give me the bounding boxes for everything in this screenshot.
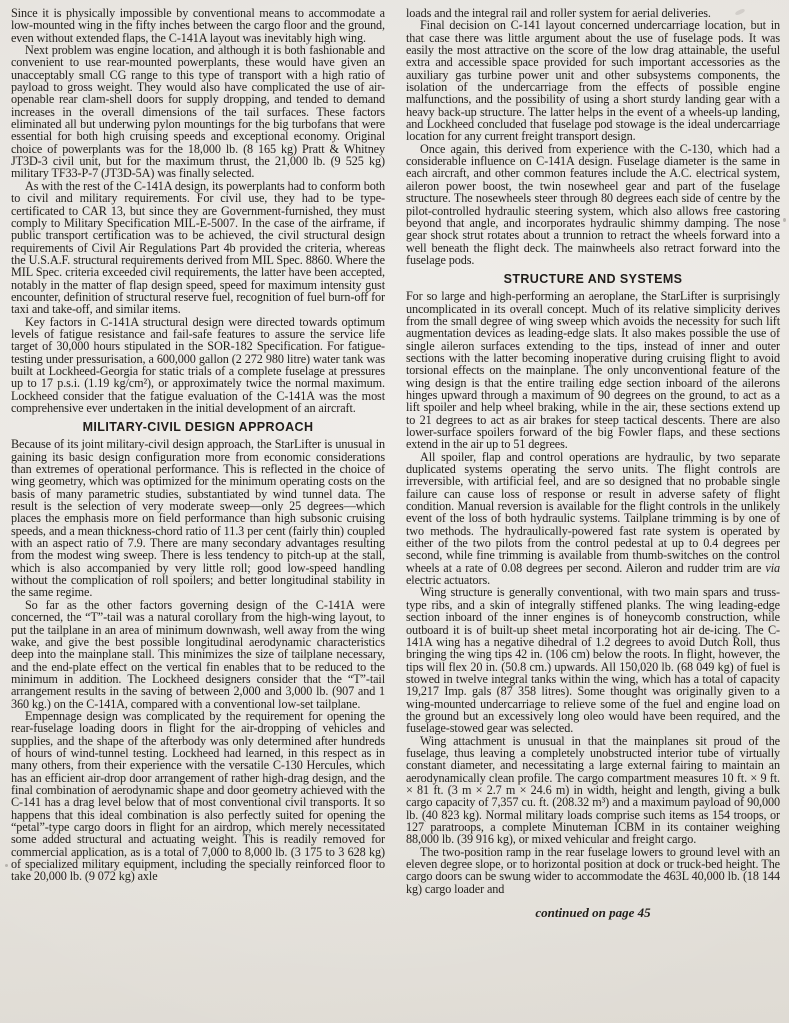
article-paragraph: Key factors in C-141A structural design were directed towards optimum levels of fatigue resistance and fail-safe features to assure the service life target of 30,000 hours stipulated in the SOR-182 Specification. For fatigue-testing under pressurisation, a 600,000 gallon (2 272 980 litre) water tank was built at Lockheed-Georgia for static trials of a complete fuselage at pressures up to 17 p.s.i. (1.19 kg/cm²), or approximately twice the normal maximum. Lockheed consider that the fatigue evaluation of the C-141A was the most comprehensive ever undertaken in the initial development of an aircraft. <box>11 314 385 415</box>
article-paragraph: So far as the other factors governing design of the C-141A were concerned, the “T”-tail was a natural corollary from the high-wing layout, to put the tailplane in an area of minimum downwash, well away from the wing wake, and give the best possible longitudinal aerodynamic characteristics deep into the mainplane stall. This minimizes the size of tailplane necessary, and the end-plate effect on the vertical fin enables that to be reduced to the minimum in addition. The Lockheed designers consider that the “T”-tail arrangement results in the saving of between 2,000 and 3,000 lb. (907 and 1 360 kg.) on the C-141A, compared with a conventional low-set tailplane. <box>11 597 385 711</box>
article-paragraph: For so large and high-performing an aeroplane, the StarLifter is surprisingly uncomplicated in its overall concept. Much of its relative simplicity derives from the small degree of wing sweep which avoids the necessity for such lift augmentation devices as leading-edge slats. It also makes possible the use of single aileron surfaces extending to the tips, instead of inner and outer sections with the latter becoming inoperative during cruising flight to avoid torsional effects on the mainplane. The only unconventional feature of the wing design is that the entire trailing edge section inboard of the ailerons hinges upward through a maximum of 90 degrees on the ground, to act as a lift spoiler and help wheel braking, while in the air, these sections extend up to 21 degrees to act as air brakes for steep tactical descents. There are also lower-surface spoilers forward of the big Fowler flaps, and these sections extend in the air up to 51 degrees. <box>406 289 780 452</box>
article-paragraph: As with the rest of the C-141A design, its powerplants had to conform both to civil and military requirements. For civil use, they had to be type-certificated to CAR 13, but since they are Government-furnished, they must comply to Military Specification MIL-E-5007. In the case of the airframe, if public transport certification was to be achieved, the civil structural design requirements of Civil Air Regulations Part 4b provided the criteria, whereas the U.S.A.F. structural requirements derived from MIL Spec. 8860. Where the MIL Spec. criteria exceeded civil requirements, the latter have been accepted, notably in the matter of flap design speed, speed for maximum intensity gust encounter, definition of structural reserve fuel, recognition of fuel burn-off for taxi and take-off, and similar items. <box>11 178 385 317</box>
article-paragraph: Because of its joint military-civil design approach, the StarLifter is unusual in gaining its basic design configuration more from economic considerations than extremes of operational performance. This is reflected in the choice of wing geometry, which was optimized for the minimum operating costs on the basis of many parametric studies, substantiated by wind tunnel data. The result is the selection of very moderate sweep—only 25 degrees—which places the emphasis more on field performance than high subsonic cruising speeds, and a mean thickness-chord ratio of 11.3 per cent (fairly thin) coupled with an aspect ratio of 7.9. There are many secondary advantages resulting from the modest wing sweep. There is less tendency to pitch-up at the stall, which is also accompanied by very little roll; good low-speed handling without the complication of roll spoilers; and better longitudinal stability in the same regime. <box>11 437 385 600</box>
continuation-notice: continued on page 45 <box>535 905 651 921</box>
scan-speck <box>783 218 786 222</box>
article-paragraph: Next problem was engine location, and although it is both fashionable and convenient to use rear-mounted powerplants, these would have given an unacceptably small CG range to this type of transport with a high ratio of payload to gross weight. They would also have complicated the use of air-openable rear clam-shell doors for supply dropping, and tended to demand increases in the overall dimensions of the tail surfaces. These factors eliminated all but underwing pylon mountings for the big turbofans that were essential for both high cruising speeds and exceptional economy. Original choice of powerplants was for the 18,000 lb. (8 165 kg) Pratt & Whitney JT3D-3 civil unit, but for the maximum thrust, the 21,000 lb. (9 525 kg) military TF33-P-7 (JT3D-5A) was finally selected. <box>11 43 385 181</box>
right-column <box>406 7 780 921</box>
left-column <box>11 7 385 921</box>
section-heading: MILITARY-CIVIL DESIGN APPROACH <box>82 420 314 435</box>
two-column-layout <box>11 7 780 921</box>
article-paragraph: Wing structure is generally conventional, with two main spars and truss-type ribs, and a skin of integrally stiffened planks. The wing leading-edge section inboard of the inner engines is of honeycomb construction, while outboard it is of built-up sheet metal incorporating hot air de-icing. The C-141A wing has a negative dihedral of 1.2 degrees to avoid Dutch Roll, thus bringing the wing tips 42 in. (106 cm) below the roots. In flight, however, the tips will flex 20 in. (50.8 cm.) upwards. All 150,020 lb. (68 049 kg) of fuel is stowed in twelve integral tanks within the wing, which has a total of capacity 19,217 Imp. gals (87 358 litres). Some thought was originally given to a wing-mounted undercarriage to relieve some of the fuel and engine load on the ground but an excessively long oleo would have been required, and the fuselage-stowed gear was selected. <box>406 585 780 736</box>
article-paragraph: The two-position ramp in the rear fuselage lowers to ground level with an eleven degree slope, or to horizontal position at dock or truck-bed height. The cargo doors can be swung wider to accommodate the 463L 40,000 lb. (18 144 kg) cargo loader and <box>406 844 780 896</box>
article-paragraph: Wing attachment is unusual in that the mainplanes sit proud of the fuselage, thus leaving a completely unobstructed interior tube of virtually constant diameter, and necessitating a large external fairing to maintain an aerodynamically clean profile. The cargo compartment measures 10 ft. × 9 ft. × 81 ft. (3 m × 2.7 m × 24.6 m) in width, height and length, giving a bulk cargo capacity of 7,357 cu. ft. (208.32 m³) and a maximum payload of 90,000 lb. (40 823 kg). Normal military loads comprise such items as 154 troops, or 127 paratroops, a complete Minuteman ICBM in its container weighing 88,000 lb. (39 916 kg), or mixed vehicular and freight cargo. <box>406 733 780 847</box>
section-heading: STRUCTURE AND SYSTEMS <box>503 272 683 287</box>
article-paragraph: Once again, this derived from experience with the C-130, which had a considerable influence on C-141A design. Fuselage diameter is the same in each aircraft, and other common features include the A.C. electrical system, aileron power boost, the twin nosewheel gear and part of the fuselage structure. The nosewheels steer through 80 degrees each side of centre by the pilot-controlled hydraulic steering system, which also allows free castoring beyond that angle, and incorporates hydraulic shimmy damping. The nose gear shock strut rotates about a trunnion to retract the wheels forward into a well beneath the flight deck. The mainwheels also retract forward into the fuselage pods. <box>406 141 780 267</box>
article-paragraph: loads and the integral rail and roller system for aerial deliveries. <box>406 6 711 20</box>
article-paragraph: Empennage design was complicated by the requirement for opening the rear-fuselage loading doors in flight for the air-dropping of vehicles and supplies, and the shape of the afterbody was only determined after hundreds of hours of wind-tunnel testing. Lockheed had learned, in this respect as in many others, from their experience with the versatile C-130 Hercules, which has an efficient air-drop door arrangement of rather high-drag design, and the final combination of aerodynamic shape and door geometry achieved with the C-141 has a drag level below that of most conventional civil transports. It so happens that this ideal combination is also perfectly suited for opening the “petal”-type cargo doors in flight for an airdrop, which merely necessitated some added structural and actuating weight. This is readily removed for commercial application, as is a total of 7,000 to 8,000 lb. (3 175 to 3 628 kg) of specialized military equipment, including the specially reinforced floor to take 20,000 lb. (9 072 kg) axle <box>11 708 385 884</box>
scan-speck <box>5 864 8 867</box>
article-paragraph: All spoiler, flap and control operations are hydraulic, by two separate duplicated systems operating the servo units. The flight controls are irreversible, with artificial feel, and are so designed that no probable single failure can cause loss of response or result in adverse safety of flight condition. Manual reversion is available for the flight controls in the unlikely event of the loss of both hydraulic systems. Tailplane trimming is by one of two methods. The hydraulically-powered fast rate system is operated by either of the two pilots from the control pedestal at up to 0.4 degrees per second, while fine trimming is available from thumb-switches on the control wheels at a rate of 0.08 degrees per second. Aileron and rudder trim are via electric actuators. <box>406 449 780 588</box>
article-paragraph: Since it is physically impossible by conventional means to accommodate a low-mounted wing in the fifty inches between the cargo floor and the ground, even without extended flaps, the C-141A layout was inevitably high wing. <box>11 6 385 45</box>
article-paragraph: Final decision on C-141 layout concerned undercarriage location, but in that case there was little argument about the use of fuselage pods. It was easily the most attractive on the score of the low drag attainable, the useful extra and accessible space provided for such important accessories as the auxiliary gas turbine power unit and other subsystems components, the isolation of the undercarriage from the effects of possible engine malfunctions, and the possibility of using a short sturdy landing gear with a heavy back-up structure. The latter helps in the event of a wheels-up landing, and Lockheed concluded that fuselage pod stowage is the ideal undercarriage location for any current freight transport design. <box>406 18 780 144</box>
